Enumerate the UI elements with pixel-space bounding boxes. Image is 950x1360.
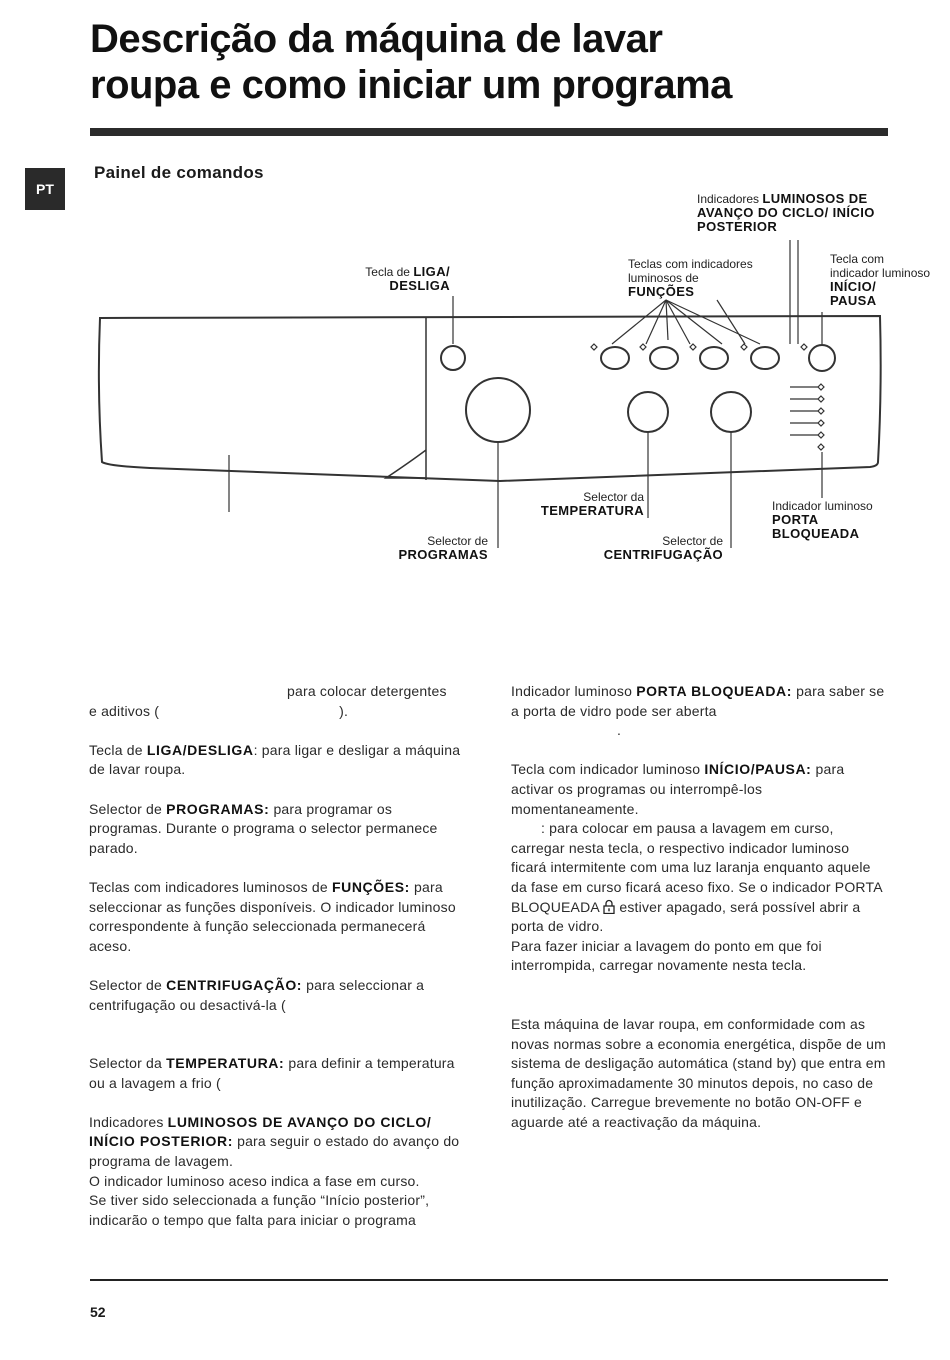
paragraph-standby: Esta máquina de lavar roupa, em conformidade com as novas normas sobre a economia energética, dispõe de um sistema de desligação automática (stand by) que entra em função aproximadamente 30 minutos depois, no caso de inutilização. Carregue brevemente no botão ON-OFF e aguarde até a reactivação da máquina.	[511, 1015, 887, 1130]
language-tab: PT	[25, 168, 65, 210]
paragraph-programs: Selector de PROGRAMAS: para programar os programas. Durante o programa o selector permanece parado.	[89, 800, 438, 856]
label-temperature: Selector da TEMPERATURA	[540, 490, 644, 518]
progress-led-3	[818, 408, 824, 414]
on-off-button-shape	[441, 346, 465, 370]
paragraph-temperature: Selector da TEMPERATURA: para definir a temperatura ou a lavagem a frio (	[89, 1055, 455, 1091]
progress-led-1	[818, 384, 824, 390]
paragraph-spin: Selector de CENTRIFUGAÇÃO: para seleccionar a centrifugação ou desactivá-la (	[89, 976, 425, 1013]
function-led-1	[591, 344, 597, 350]
title-line-1: Descrição da máquina de lavar	[90, 17, 663, 61]
programs-knob	[466, 378, 530, 442]
paragraph-detergent: para colocar detergentes e aditivos ( ).	[89, 683, 447, 719]
spin-knob	[711, 392, 751, 432]
paragraph-pause-detail: : para colocar em pausa a lavagem em curso, carregar nesta tecla, o respectivo indicador luminoso ficará intermitente com uma luz laranja enquanto aquele da fase em curso ficará aceso fixo. Se o indicador PORTA BLOQUEADA estiver apagado, será possível abrir a porta de vidro.	[511, 820, 882, 935]
function-led-2	[640, 344, 646, 350]
label-cycle-progress: Indicadores LUMINOSOS DE AVANÇO DO CICLO/ INÍCIO POSTERIOR	[697, 191, 875, 234]
paragraph-functions: Teclas com indicadores luminosos de FUNÇÕES: para seleccionar as funções disponíveis. O indicador luminoso correspondente à função seleccionada permanecerá aceso.	[89, 878, 456, 954]
function-button-4-shape	[751, 347, 779, 369]
progress-led-2	[818, 396, 824, 402]
label-on-off: Tecla de LIGA/ DESLIGA	[365, 264, 450, 293]
drawer-edge	[386, 318, 426, 480]
progress-led-4	[818, 420, 824, 426]
function-led-4	[741, 344, 747, 350]
function-button-2-shape	[650, 347, 678, 369]
progress-led-5	[818, 432, 824, 438]
left-column	[89, 682, 467, 1250]
temperature-knob	[628, 392, 668, 432]
label-spin: Selector de CENTRIFUGAÇÃO	[603, 534, 723, 562]
start-pause-led	[801, 344, 807, 350]
panel-outline	[99, 316, 881, 481]
paragraph-on-off: Tecla de LIGA/DESLIGA: para ligar e desligar a máquina de lavar roupa.	[89, 741, 461, 778]
footer-rule	[90, 1279, 888, 1281]
label-functions: Teclas com indicadores luminosos de FUNÇÕES	[628, 257, 753, 299]
label-programs: Selector de PROGRAMAS	[398, 534, 488, 562]
function-led-3	[690, 344, 696, 350]
paragraph-start-pause: Tecla com indicador luminoso INÍCIO/PAUSA: para activar os programas ou interrompê-los momentaneamente.	[511, 761, 845, 817]
right-column	[511, 682, 887, 1152]
function-button-3-shape	[700, 347, 728, 369]
function-button-1-shape	[601, 347, 629, 369]
title-line-2: roupa e como iniciar um programa	[90, 63, 732, 107]
label-door-lock: Indicador luminoso PORTA BLOQUEADA	[772, 499, 873, 541]
padlock-icon	[603, 899, 615, 914]
paragraph-door-lock: Indicador luminoso PORTA BLOQUEADA: para saber se a porta de vidro pode ser aberta .	[511, 683, 885, 739]
start-pause-button-shape	[809, 345, 835, 371]
label-start-pause: Tecla com indicador luminoso INÍCIO/ PAUSA	[830, 252, 931, 308]
page-number: 52	[90, 1304, 106, 1320]
paragraph-resume: Para fazer iniciar a lavagem do ponto em que foi interrompida, carregar novamente nesta tecla.	[511, 937, 822, 974]
door-lock-led	[818, 444, 824, 450]
section-title: Painel de comandos	[94, 163, 264, 182]
paragraph-cycle-progress: Indicadores LUMINOSOS DE AVANÇO DO CICLO/ INÍCIO POSTERIOR: para seguir o estado do avanço do programa de lavagem. O indicador luminoso aceso indica a fase em curso. Se tiver sido seleccionada a função “Início posterior”, indicarão o tempo que falta para iniciar o programa	[89, 1113, 460, 1228]
